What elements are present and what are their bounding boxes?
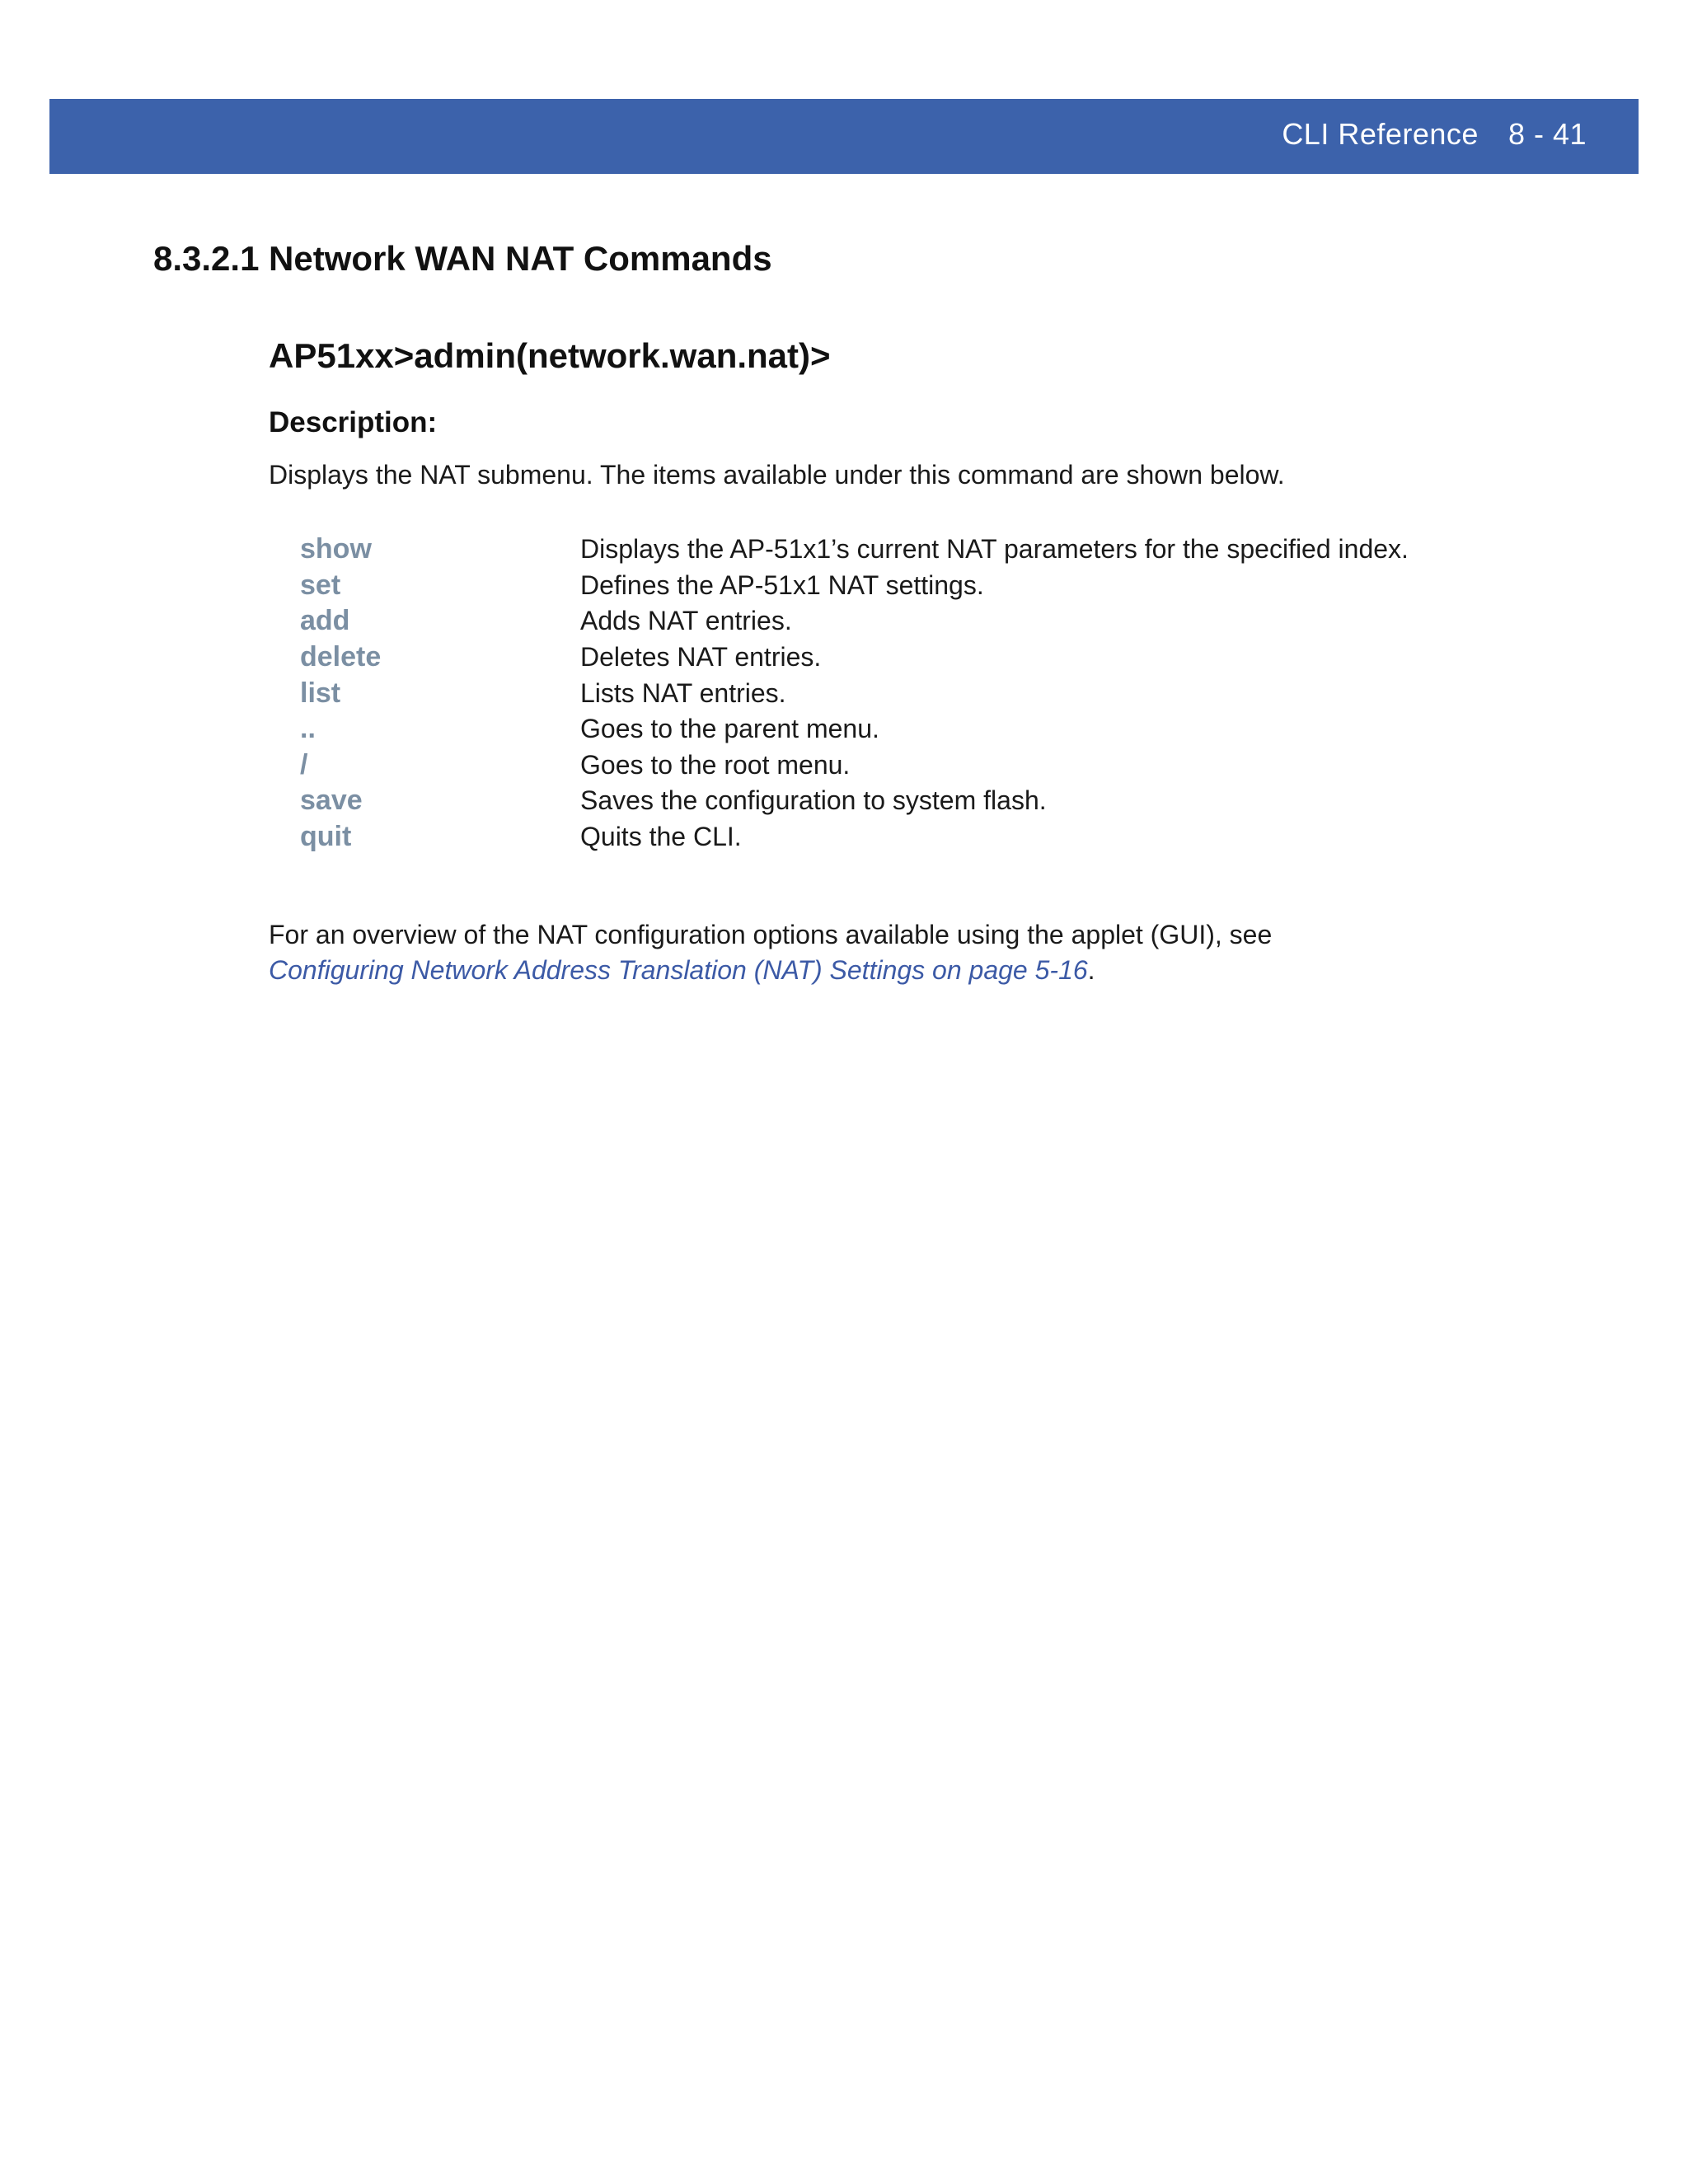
command-name: save xyxy=(300,785,363,817)
command-description: Goes to the root menu. xyxy=(580,749,851,780)
command-row xyxy=(300,711,1536,748)
command-description: Displays the AP-51x1’s current NAT parameters for the specified index. xyxy=(580,534,1409,565)
command-name: add xyxy=(300,605,350,637)
overview-text: For an overview of the NAT configuration options available using the applet (GUI), see xyxy=(269,920,1273,949)
command-name: list xyxy=(300,677,341,709)
section-title: Network WAN NAT Commands xyxy=(269,239,772,278)
overview-trailing: . xyxy=(1087,955,1095,985)
section-heading xyxy=(153,239,772,279)
section-number: 8.3.2.1 xyxy=(153,239,260,278)
command-name: delete xyxy=(300,641,382,673)
command-row xyxy=(300,675,1536,711)
command-description: Lists NAT entries. xyxy=(580,677,786,708)
command-description: Adds NAT entries. xyxy=(580,606,792,636)
overview-link[interactable]: Configuring Network Address Translation (NAT) Settings on page 5-16 xyxy=(269,955,1088,985)
command-description: Saves the configuration to system flash. xyxy=(580,785,1047,816)
command-name: set xyxy=(300,569,341,601)
description-text: Displays the NAT submenu. The items available under this command are shown below. xyxy=(269,460,1285,490)
command-name: / xyxy=(300,748,308,780)
header-text xyxy=(1282,117,1587,152)
command-row xyxy=(300,532,1536,568)
overview-link-line xyxy=(269,953,1272,988)
page-number: 8 - 41 xyxy=(1507,117,1587,151)
header-title: CLI Reference xyxy=(1282,117,1479,151)
command-description: Deletes NAT entries. xyxy=(580,642,822,673)
command-description: Goes to the parent menu. xyxy=(580,714,879,744)
header-bar xyxy=(49,99,1639,174)
command-table xyxy=(300,532,1536,855)
command-name: quit xyxy=(300,821,352,853)
command-row xyxy=(300,819,1536,855)
command-row xyxy=(300,568,1536,604)
command-row xyxy=(300,783,1536,819)
command-row xyxy=(300,748,1536,784)
description-label: Description: xyxy=(269,406,438,438)
command-row xyxy=(300,640,1536,676)
command-description: Quits the CLI. xyxy=(580,822,742,852)
overview-paragraph xyxy=(269,917,1272,988)
command-description: Defines the AP-51x1 NAT settings. xyxy=(580,569,984,600)
command-row xyxy=(300,603,1536,640)
command-heading: AP51xx>admin(network.wan.nat)> xyxy=(269,336,831,375)
command-name: show xyxy=(300,533,372,565)
command-name: .. xyxy=(300,713,316,745)
